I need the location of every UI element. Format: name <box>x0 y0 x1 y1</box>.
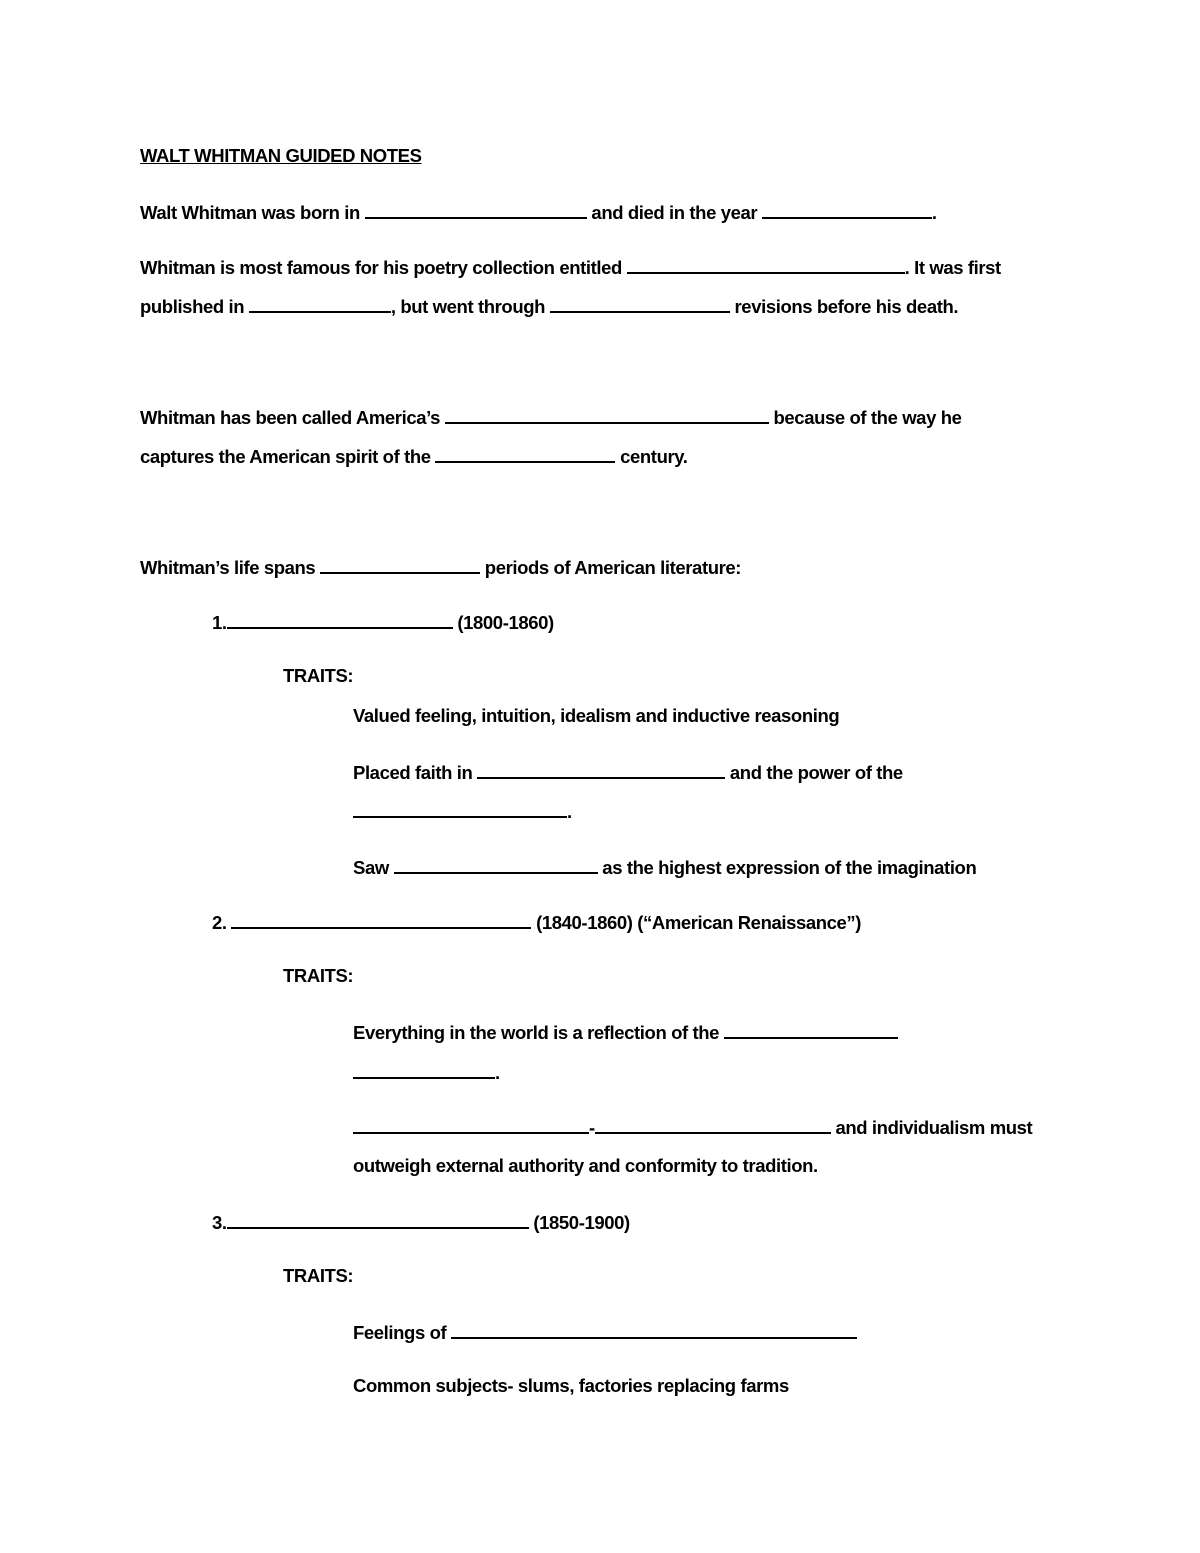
text-segment: periods of American literature: <box>480 557 742 578</box>
trait-saw <box>353 854 976 880</box>
sentence-periods <box>140 554 741 580</box>
blank-published[interactable] <box>249 293 391 313</box>
text-segment: and the power of the <box>725 762 903 783</box>
text-segment: Walt Whitman was born in <box>140 202 365 223</box>
text-segment: - <box>589 1117 595 1138</box>
blank-reflection[interactable] <box>724 1019 898 1039</box>
blank-called[interactable] <box>445 404 769 424</box>
blank-period-3[interactable] <box>227 1209 529 1229</box>
text-segment: Whitman is most famous for his poetry collection entitled <box>140 257 627 278</box>
sentence-century <box>140 443 688 469</box>
traits-label: TRAITS: <box>283 665 354 686</box>
blank-birth[interactable] <box>365 199 587 219</box>
sentence-published <box>140 293 958 319</box>
sentence-birth-death <box>140 199 937 225</box>
trait-faith <box>353 759 903 785</box>
trait-text: Valued feeling, intuition, idealism and inductive reasoning <box>353 705 840 726</box>
text-segment: published in <box>140 296 249 317</box>
text-segment: Whitman’s life spans <box>140 557 321 578</box>
trait-reflection <box>353 1019 898 1045</box>
list-number: 1. <box>212 612 227 633</box>
trait-reflection-cont <box>353 1059 500 1085</box>
blank-period-1[interactable] <box>227 609 453 629</box>
text-segment: . <box>931 202 937 223</box>
list-number: 2. <box>212 912 232 933</box>
list-item-2 <box>212 909 861 935</box>
text-segment: Feelings of <box>353 1322 451 1343</box>
text-segment: . <box>495 1062 500 1083</box>
text-segment: Whitman has been called America’s <box>140 407 445 428</box>
text-segment: (1840-1860) (“American Renaissance”) <box>531 912 862 933</box>
blank-periods[interactable] <box>320 554 480 574</box>
text-segment: (1800-1860) <box>452 612 554 633</box>
page-title: WALT WHITMAN GUIDED NOTES <box>140 145 422 166</box>
text-segment: century. <box>615 446 688 467</box>
sentence-called <box>140 404 962 430</box>
text-segment: , but went through <box>390 296 550 317</box>
text-segment: Placed faith in <box>353 762 478 783</box>
blank-feelings[interactable] <box>451 1319 857 1339</box>
blank-collection[interactable] <box>627 254 905 274</box>
text-segment: as the highest expression of the imagination <box>597 857 977 878</box>
list-item-1 <box>212 609 554 635</box>
blank-period-2[interactable] <box>231 909 531 929</box>
blank-century[interactable] <box>435 443 615 463</box>
text-segment: . It was first <box>904 257 1001 278</box>
trait-faith-cont <box>353 798 572 824</box>
blank-reflection-cont[interactable] <box>353 1059 495 1079</box>
blank-individualism-a[interactable] <box>353 1114 589 1134</box>
text-segment: (1850-1900) <box>528 1212 630 1233</box>
blank-revisions[interactable] <box>550 293 730 313</box>
list-item-3 <box>212 1209 630 1235</box>
trait-text: Common subjects- slums, factories replacing farms <box>353 1375 789 1396</box>
text-segment: and individualism must <box>830 1117 1033 1138</box>
trait-individualism <box>353 1114 1032 1140</box>
blank-saw[interactable] <box>394 854 598 874</box>
sentence-collection <box>140 254 1001 280</box>
trait-feelings <box>353 1319 857 1345</box>
blank-faith[interactable] <box>477 759 725 779</box>
list-number: 3. <box>212 1212 227 1233</box>
text-segment: because of the way he <box>768 407 962 428</box>
text-segment: Saw <box>353 857 394 878</box>
text-segment: and died in the year <box>586 202 762 223</box>
text-segment: revisions before his death. <box>729 296 959 317</box>
traits-label: TRAITS: <box>283 1265 354 1286</box>
text-segment: captures the American spirit of the <box>140 446 436 467</box>
trait-text: outweigh external authority and conformity to tradition. <box>353 1155 818 1176</box>
traits-label: TRAITS: <box>283 965 354 986</box>
blank-death-year[interactable] <box>762 199 932 219</box>
text-segment: Everything in the world is a reflection of the <box>353 1022 724 1043</box>
blank-individualism-b[interactable] <box>595 1114 831 1134</box>
blank-power[interactable] <box>353 798 567 818</box>
text-segment: . <box>567 801 572 822</box>
